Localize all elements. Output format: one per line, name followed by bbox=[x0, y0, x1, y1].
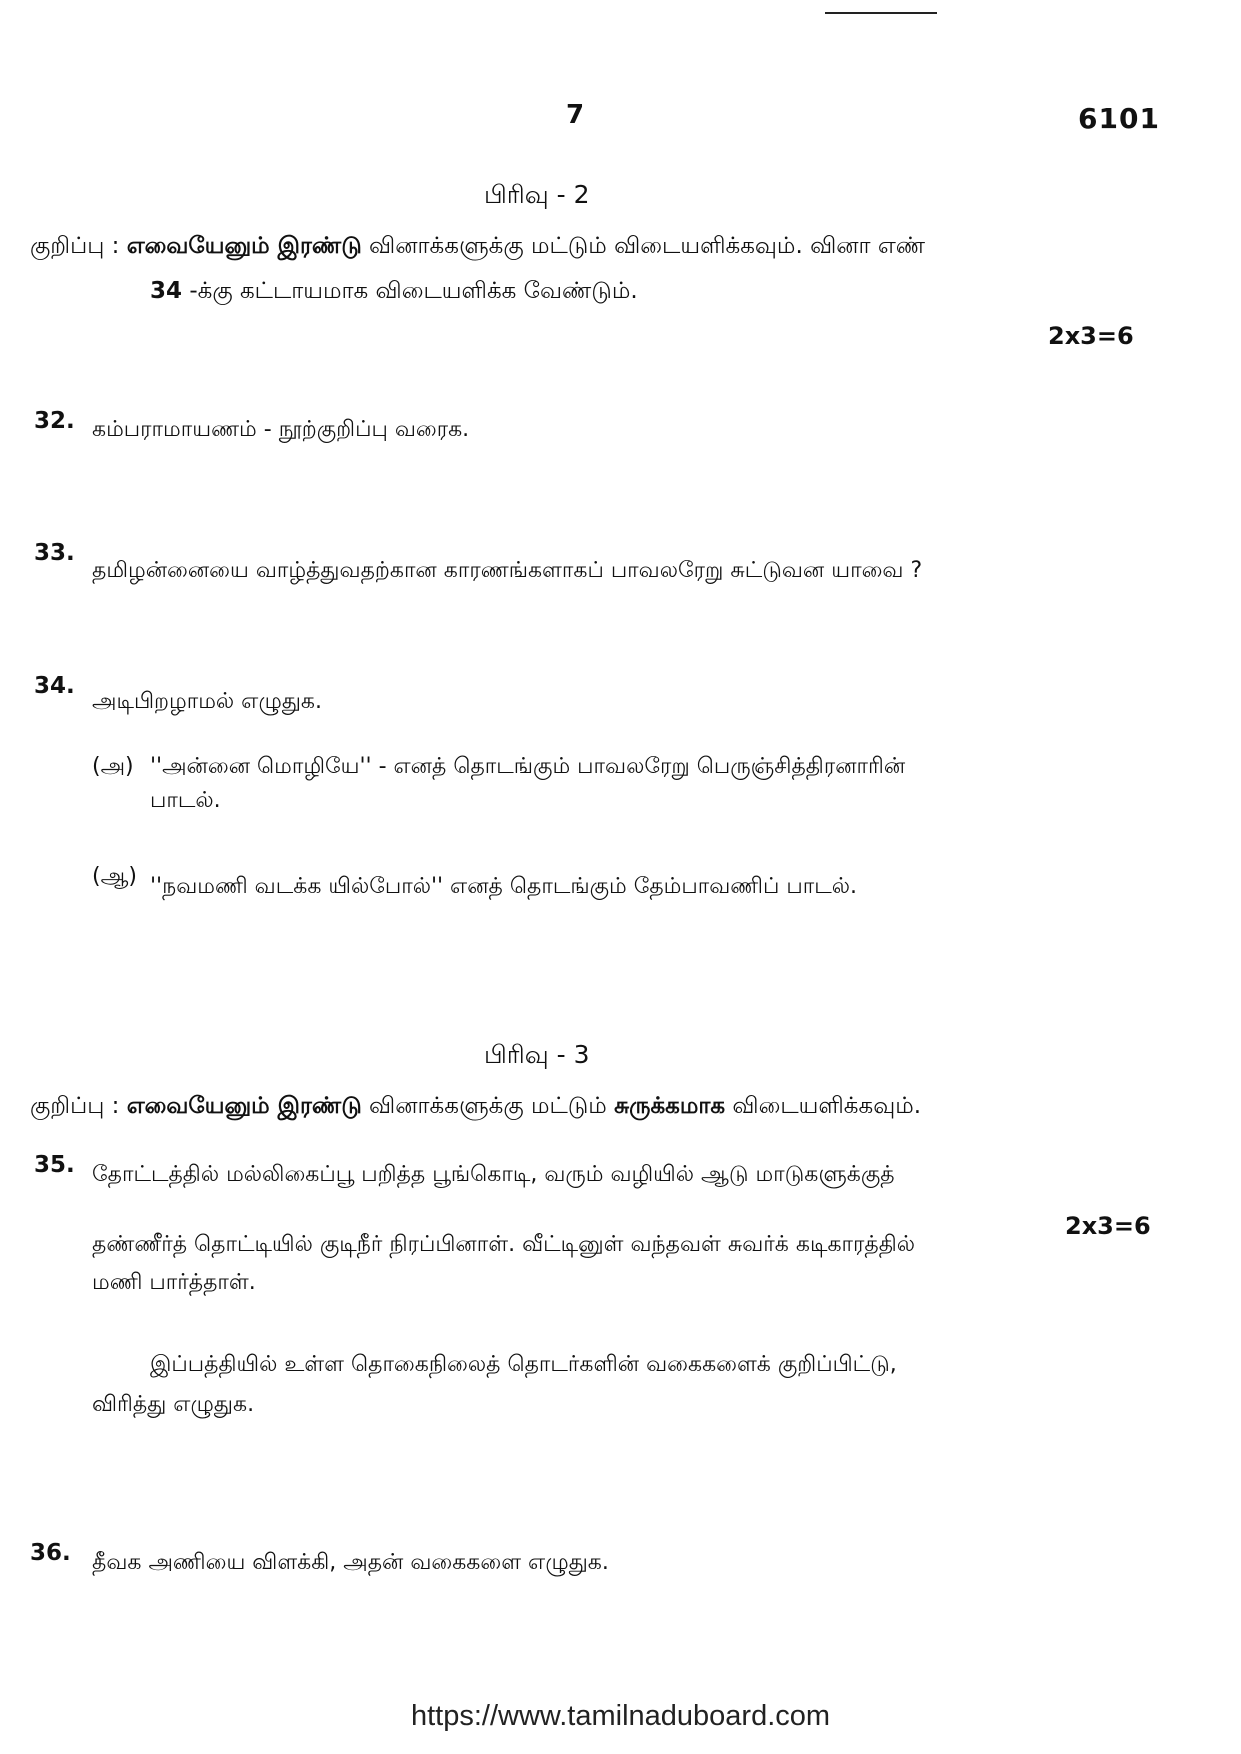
question-text: கம்பராமாயணம் - நூற்குறிப்பு வரைக. bbox=[92, 417, 470, 442]
sub-question-text-cont: பாடல். bbox=[150, 788, 221, 813]
question-number: 35. bbox=[34, 1152, 75, 1178]
section-2-heading: பிரிவு - 2 bbox=[484, 180, 590, 209]
footer-url: https://www.tamilnaduboard.com bbox=[410, 1700, 831, 1732]
section-2-marks: 2x3=6 bbox=[1048, 322, 1134, 350]
section-2-note-cont bbox=[150, 275, 1090, 307]
question-number: 34. bbox=[34, 673, 75, 699]
question-text-cont: விரித்து எழுதுக. bbox=[92, 1392, 255, 1417]
note-text: வினாக்களுக்கு மட்டும் bbox=[361, 1093, 615, 1119]
paper-code: 6101 bbox=[1078, 102, 1160, 135]
question-text: தமிழன்னையை வாழ்த்துவதற்கான காரணங்களாகப் பாவலரேறு சுட்டுவன யாவை ? bbox=[92, 558, 923, 583]
note-bold-qno: 34 bbox=[150, 278, 183, 304]
section-3-marks: 2x3=6 bbox=[1065, 1212, 1151, 1240]
note-label: குறிப்பு : bbox=[30, 233, 120, 259]
question-text: அடிபிறழாமல் எழுதுக. bbox=[92, 689, 322, 714]
sub-question-label: (ஆ) bbox=[92, 864, 137, 889]
section-3-note bbox=[30, 1090, 1110, 1122]
sub-question-label: (அ) bbox=[92, 754, 134, 779]
page-number: 7 bbox=[566, 100, 585, 130]
sub-question-text: ''நவமணி வடக்க யில்போல்'' எனத் தொடங்கும் தேம்பாவணிப் பாடல். bbox=[150, 874, 858, 899]
note-bold: எவையேனும் இரண்டு bbox=[126, 233, 362, 259]
question-number: 36. bbox=[30, 1540, 71, 1566]
question-text: இப்பத்தியில் உள்ள தொகைநிலைத் தொடர்களின் வகைகளைக் குறிப்பிட்டு, bbox=[150, 1352, 897, 1377]
section-3-heading: பிரிவு - 3 bbox=[484, 1040, 590, 1069]
note-text: வினாக்களுக்கு மட்டும் விடையளிக்கவும். வினா எண் bbox=[361, 233, 926, 259]
question-text: தீவக அணியை விளக்கி, அதன் வகைகளை எழுதுக. bbox=[92, 1550, 609, 1575]
note-text: விடையளிக்கவும். bbox=[725, 1093, 922, 1119]
note-bold: எவையேனும் இரண்டு bbox=[126, 1093, 362, 1119]
passage-line: மணி பார்த்தாள். bbox=[92, 1270, 256, 1295]
note-text: -க்கு கட்டாயமாக விடையளிக்க வேண்டும். bbox=[182, 278, 638, 304]
passage-line: தண்ணீர்த் தொட்டியில் குடிநீர் நிரப்பினாள். வீட்டினுள் வந்தவள் சுவர்க் கடிகாரத்தில் bbox=[92, 1232, 916, 1257]
note-bold-brief: சுருக்கமாக bbox=[614, 1093, 726, 1119]
passage-line: தோட்டத்தில் மல்லிகைப்பூ பறித்த பூங்கொடி, வரும் வழியில் ஆடு மாடுகளுக்குத் bbox=[92, 1162, 895, 1187]
section-2-note bbox=[30, 230, 1090, 262]
top-rule bbox=[825, 12, 937, 14]
question-number: 32. bbox=[34, 408, 75, 434]
note-label: குறிப்பு : bbox=[30, 1093, 120, 1119]
question-number: 33. bbox=[34, 540, 75, 566]
sub-question-text: ''அன்னை மொழியே'' - எனத் தொடங்கும் பாவலரேறு பெருஞ்சித்திரனாரின் bbox=[150, 754, 906, 779]
